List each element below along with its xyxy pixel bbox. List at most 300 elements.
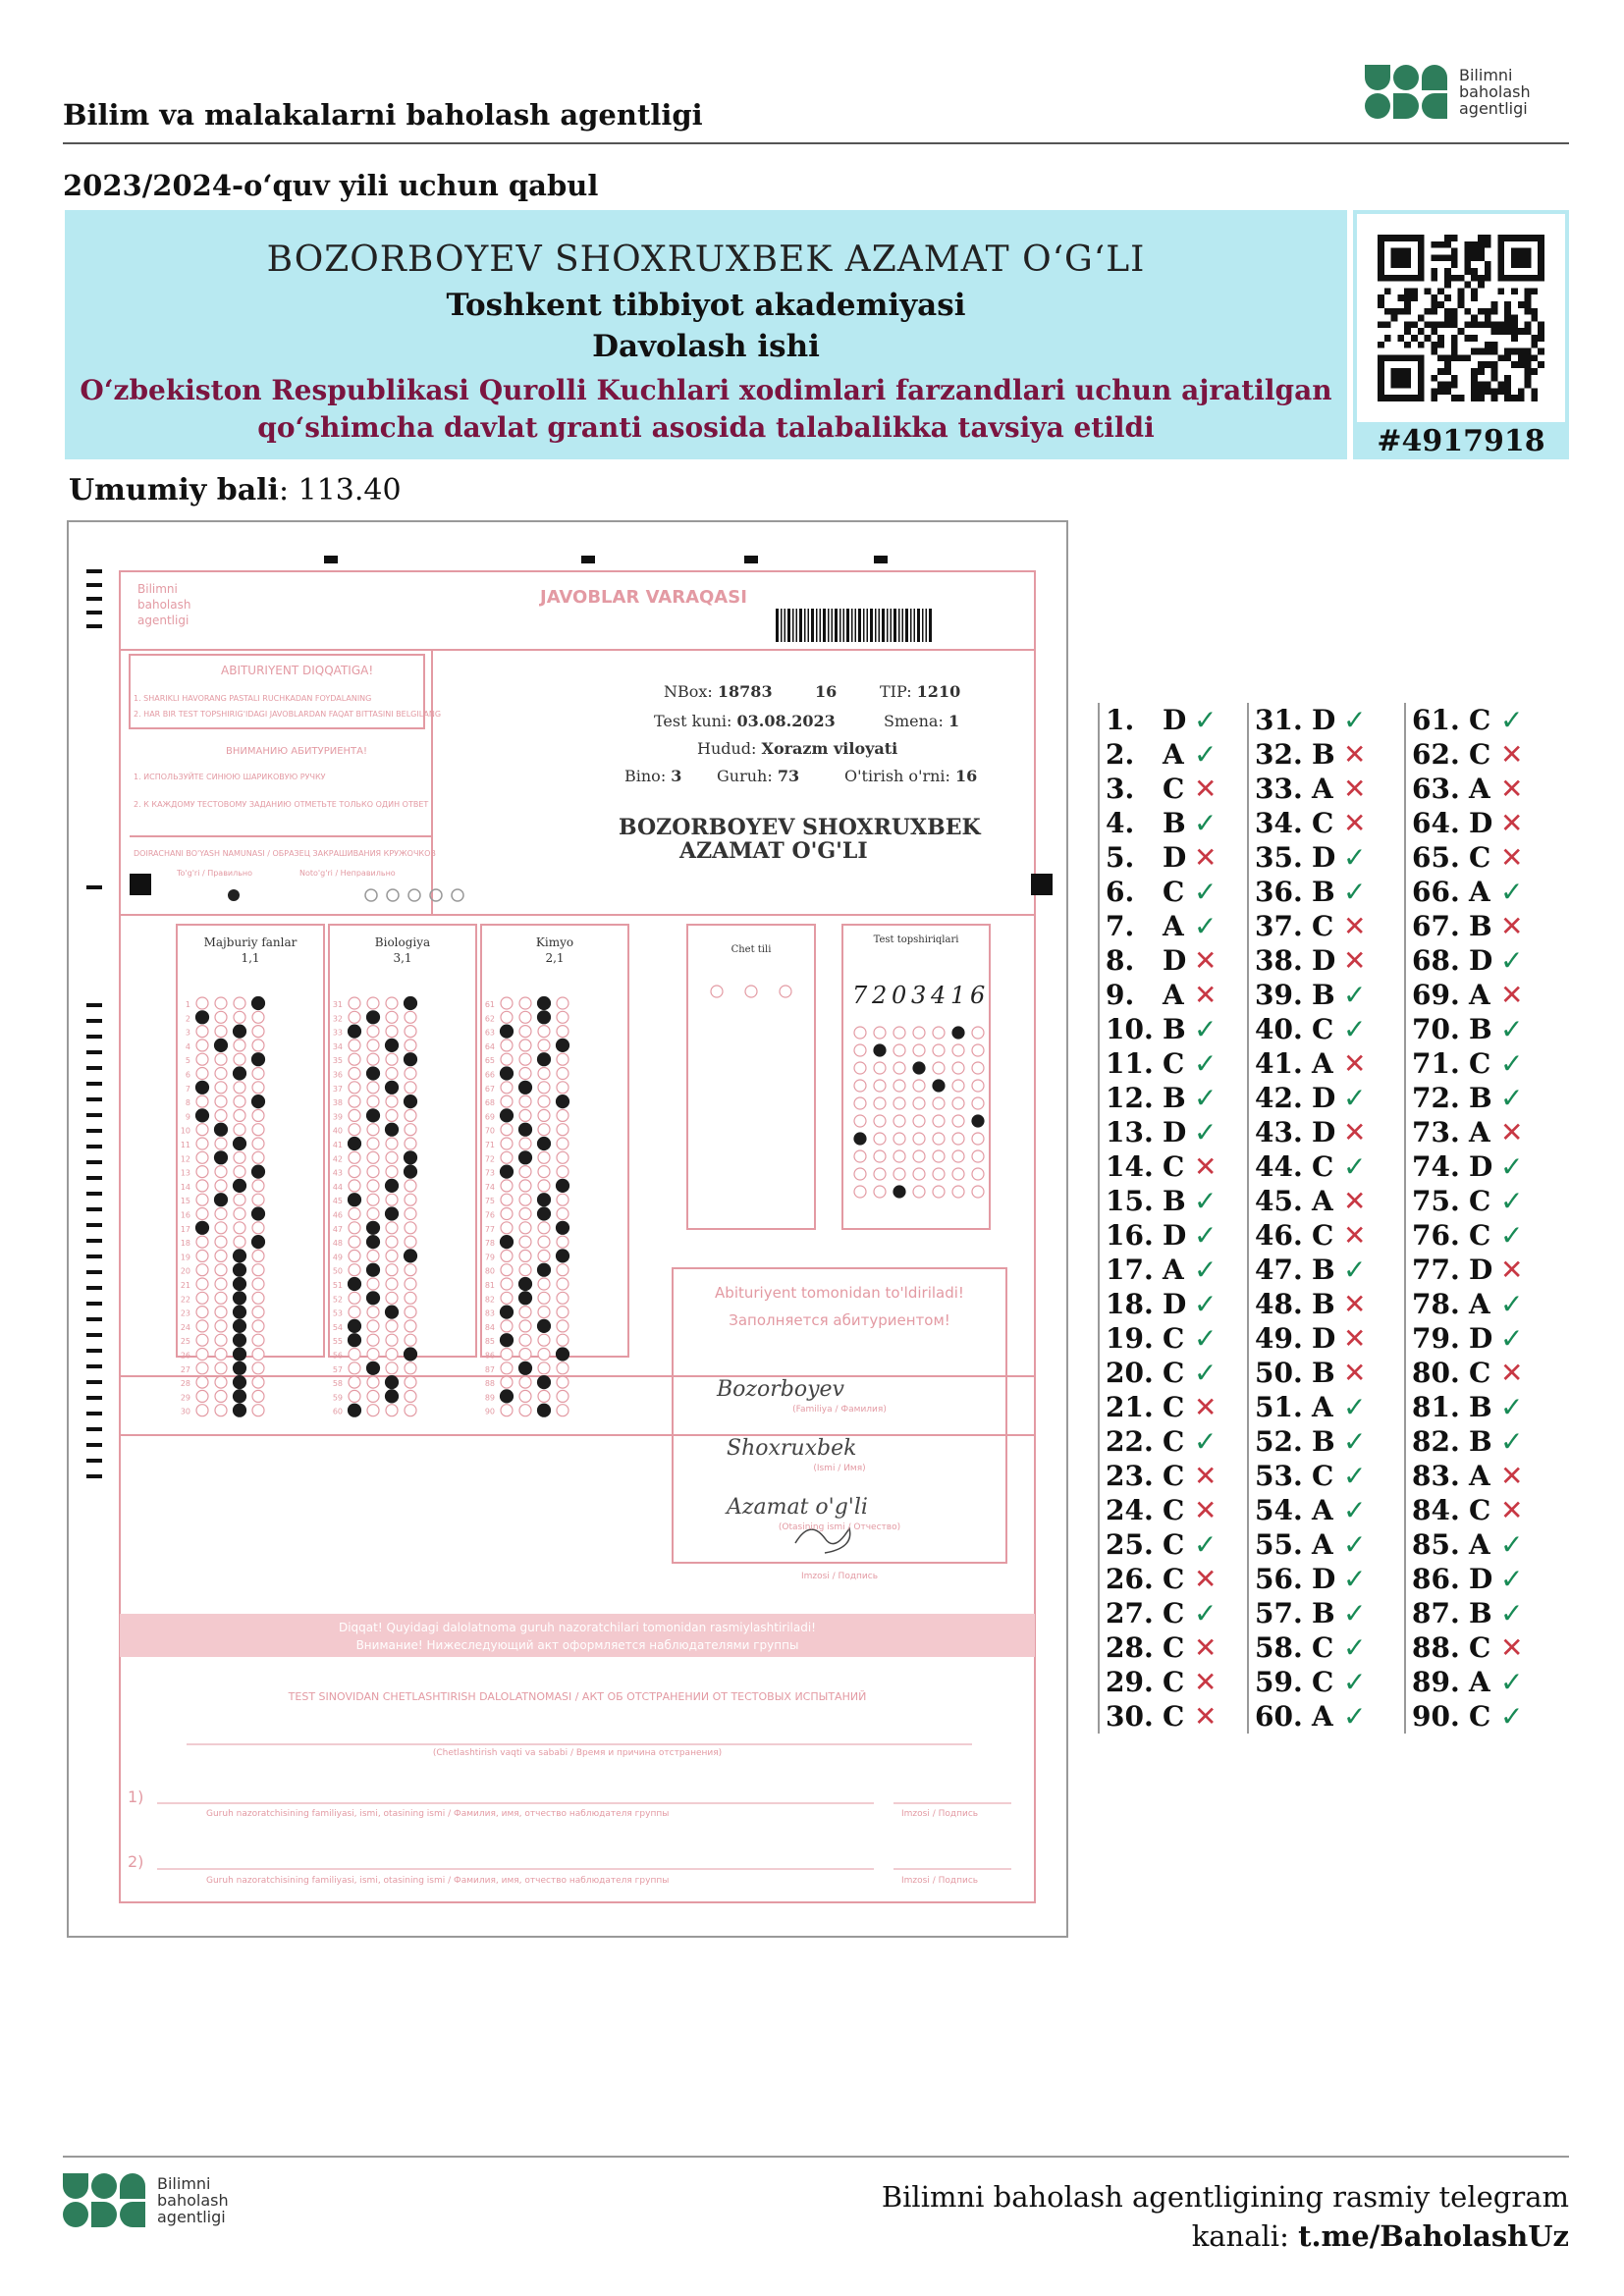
answer-row	[1100, 1424, 1247, 1459]
svg-text:20: 20	[180, 1266, 190, 1276]
answer-row	[1406, 1699, 1553, 1734]
empty-bubble	[519, 1180, 531, 1192]
filled-bubble	[234, 1390, 246, 1403]
filled-bubble	[234, 1306, 246, 1318]
recommendation-line-2: qo‘shimcha davlat granti asosida talabalikka tavsiya etildi	[257, 411, 1155, 444]
empty-bubble	[367, 1320, 379, 1332]
question-number: 40.	[1255, 1013, 1303, 1045]
empty-bubble	[538, 1068, 550, 1080]
question-number: 5.	[1106, 841, 1135, 874]
svg-text:66: 66	[484, 1070, 495, 1080]
check-icon: ✓	[1500, 944, 1524, 977]
empty-bubble	[893, 1150, 905, 1162]
answer-row	[1249, 1390, 1396, 1424]
cross-icon: ✕	[1343, 773, 1367, 805]
check-icon: ✓	[1500, 1150, 1524, 1183]
qr-code-icon[interactable]	[1378, 235, 1544, 401]
chosen-answer: A	[1163, 1254, 1184, 1286]
filled-bubble	[538, 1053, 551, 1066]
empty-bubble	[386, 1138, 398, 1149]
empty-bubble	[386, 1026, 398, 1038]
answer-row	[1249, 875, 1396, 909]
filled-bubble	[196, 1081, 209, 1094]
footer-line-2: kanali: t.me/BaholashUz	[1191, 2219, 1569, 2253]
cross-icon: ✕	[1194, 979, 1218, 1011]
question-number: 23.	[1106, 1460, 1154, 1492]
chosen-answer: C	[1469, 1700, 1491, 1733]
answer-row	[1249, 1253, 1396, 1287]
check-icon: ✓	[1194, 1082, 1218, 1114]
chosen-answer: A	[1469, 876, 1490, 908]
empty-bubble	[367, 997, 379, 1009]
empty-bubble	[349, 1362, 360, 1374]
empty-bubble	[196, 1053, 208, 1065]
empty-bubble	[405, 1109, 416, 1121]
svg-text:89: 89	[484, 1393, 495, 1403]
empty-bubble	[519, 1166, 531, 1178]
empty-bubble	[557, 1011, 568, 1023]
check-icon: ✓	[1194, 1013, 1218, 1045]
empty-bubble	[349, 1307, 360, 1318]
question-number: 59.	[1255, 1666, 1303, 1698]
empty-bubble	[367, 1278, 379, 1290]
empty-bubble	[519, 1264, 531, 1276]
question-number: 35.	[1255, 841, 1303, 874]
empty-bubble	[252, 1138, 264, 1149]
empty-bubble	[349, 997, 360, 1009]
svg-text:17: 17	[180, 1224, 190, 1234]
question-number: 47.	[1255, 1254, 1303, 1286]
empty-bubble	[557, 1376, 568, 1388]
check-icon: ✓	[1500, 1391, 1524, 1423]
answer-row	[1249, 1149, 1396, 1184]
answer-row	[1406, 1356, 1553, 1390]
question-number: 37.	[1255, 910, 1303, 942]
check-icon: ✓	[1194, 1597, 1218, 1629]
question-number: 29.	[1106, 1666, 1154, 1698]
filled-bubble	[538, 1376, 551, 1389]
logo-text: Bilimni baholash agentligi	[157, 2174, 229, 2226]
filled-bubble	[349, 1334, 361, 1347]
svg-text:10: 10	[180, 1126, 190, 1136]
empty-bubble	[367, 1138, 379, 1149]
filled-bubble	[557, 1221, 569, 1234]
filled-bubble	[538, 1404, 551, 1416]
question-number: 60.	[1255, 1700, 1303, 1733]
empty-bubble	[501, 1180, 513, 1192]
filled-bubble	[367, 1236, 380, 1249]
empty-bubble	[972, 1168, 984, 1180]
empty-bubble	[933, 1133, 945, 1145]
university-name: Toshkent tibbiyot akademiyasi	[446, 288, 966, 323]
empty-bubble	[557, 1026, 568, 1038]
tip-value: 1210	[916, 682, 961, 701]
chosen-answer: B	[1469, 1391, 1492, 1423]
shift-label: Smena:	[884, 712, 944, 730]
empty-bubble	[349, 1208, 360, 1220]
answer-row	[1406, 1424, 1553, 1459]
svg-text:3: 3	[185, 1028, 190, 1038]
answer-row	[1100, 1149, 1247, 1184]
empty-bubble	[519, 1250, 531, 1261]
empty-bubble	[519, 1068, 531, 1080]
filled-bubble	[405, 997, 417, 1010]
svg-text:43: 43	[332, 1168, 343, 1178]
nbox-value: 18783	[717, 682, 773, 701]
check-icon: ✓	[1500, 1700, 1524, 1733]
empty-bubble	[405, 1292, 416, 1304]
question-number: 14.	[1106, 1150, 1154, 1183]
chosen-answer: A	[1469, 1666, 1490, 1698]
chosen-answer: C	[1163, 1357, 1185, 1389]
svg-text:82: 82	[484, 1295, 495, 1305]
answer-column	[1247, 703, 1396, 1734]
answer-row	[1406, 1012, 1553, 1046]
filled-bubble	[196, 1011, 209, 1024]
chosen-answer: A	[1312, 1185, 1333, 1217]
check-icon: ✓	[1500, 1288, 1524, 1320]
empty-bubble	[196, 1040, 208, 1051]
qr-frame	[1357, 214, 1565, 422]
empty-bubble	[215, 1082, 227, 1094]
check-icon: ✓	[1343, 1013, 1367, 1045]
empty-bubble	[557, 1124, 568, 1136]
svg-text:71: 71	[484, 1141, 495, 1149]
empty-bubble	[501, 1124, 513, 1136]
empty-bubble	[367, 1026, 379, 1038]
booklet-title: Test topshiriqlari	[873, 934, 959, 945]
svg-text:68: 68	[484, 1098, 495, 1108]
filled-bubble	[349, 1194, 361, 1206]
check-icon: ✓	[1500, 1082, 1524, 1114]
chosen-answer: A	[1312, 1700, 1333, 1733]
question-number: 31.	[1255, 704, 1303, 736]
chosen-answer: D	[1312, 1082, 1336, 1114]
question-number: 89.	[1412, 1666, 1460, 1698]
cross-icon: ✕	[1343, 1357, 1367, 1389]
answer-row	[1249, 703, 1396, 737]
cross-icon: ✕	[1194, 773, 1218, 805]
empty-bubble	[952, 1186, 964, 1198]
svg-text:41: 41	[332, 1141, 343, 1149]
filled-bubble	[405, 1151, 417, 1164]
empty-bubble	[405, 1082, 416, 1094]
check-icon: ✓	[1500, 1666, 1524, 1698]
empty-bubble	[234, 1222, 245, 1234]
empty-bubble	[405, 1011, 416, 1023]
sheet-logo-text: agentligi	[137, 614, 189, 627]
agency-logo-footer	[63, 2173, 229, 2227]
cross-icon: ✕	[1343, 738, 1367, 771]
chosen-answer: C	[1163, 1150, 1185, 1183]
chosen-answer: A	[1312, 773, 1333, 805]
answer-row	[1249, 1115, 1396, 1149]
check-icon: ✓	[1500, 1425, 1524, 1458]
answer-row	[1100, 806, 1247, 840]
empty-bubble	[933, 1168, 945, 1180]
question-number: 75.	[1412, 1185, 1460, 1217]
chosen-answer: C	[1312, 1150, 1334, 1183]
chosen-answer: B	[1469, 910, 1492, 942]
question-number: 16.	[1106, 1219, 1154, 1252]
filled-bubble	[367, 1221, 380, 1234]
empty-bubble	[501, 1095, 513, 1107]
filled-bubble	[519, 1151, 532, 1164]
empty-bubble	[972, 1097, 984, 1109]
question-number: 62.	[1412, 738, 1460, 771]
question-number: 79.	[1412, 1322, 1460, 1355]
answer-row	[1249, 1527, 1396, 1562]
question-number: 71.	[1412, 1047, 1460, 1080]
answer-row	[1100, 1390, 1247, 1424]
svg-text:36: 36	[332, 1070, 343, 1080]
empty-bubble	[874, 1062, 886, 1074]
filled-bubble	[234, 1138, 246, 1150]
svg-text:72: 72	[484, 1154, 495, 1164]
filled-bubble	[538, 1194, 551, 1206]
answer-sheet-scan	[67, 520, 1068, 1938]
cross-icon: ✕	[1194, 1391, 1218, 1423]
empty-bubble	[519, 1109, 531, 1121]
empty-bubble	[933, 1115, 945, 1127]
empty-bubble	[519, 1040, 531, 1051]
empty-bubble	[215, 1264, 227, 1276]
question-number: 84.	[1412, 1494, 1460, 1526]
empty-bubble	[215, 1250, 227, 1261]
telegram-link[interactable]: t.me/BaholashUz	[1298, 2219, 1569, 2253]
empty-bubble	[538, 1124, 550, 1136]
empty-bubble	[913, 1080, 925, 1092]
empty-bubble	[349, 1236, 360, 1248]
answer-row	[1100, 840, 1247, 875]
question-number: 69.	[1412, 979, 1460, 1011]
empty-bubble	[252, 1180, 264, 1192]
check-icon: ✓	[1194, 1528, 1218, 1561]
empty-bubble	[215, 1349, 227, 1361]
empty-bubble	[386, 1053, 398, 1065]
empty-bubble	[501, 1376, 513, 1388]
empty-bubble	[234, 1208, 245, 1220]
empty-bubble	[386, 1222, 398, 1234]
empty-bubble	[501, 1362, 513, 1374]
footer-divider	[63, 2156, 1569, 2158]
question-number: 76.	[1412, 1219, 1460, 1252]
signature-caption: Imzosi / Подпись	[800, 1572, 879, 1581]
answer-row	[1406, 772, 1553, 806]
empty-bubble	[196, 1124, 208, 1136]
chosen-answer: C	[1163, 1666, 1185, 1698]
question-number: 83.	[1412, 1460, 1460, 1492]
svg-text:54: 54	[332, 1322, 343, 1332]
check-icon: ✓	[1343, 841, 1367, 874]
answer-row	[1100, 1562, 1247, 1596]
svg-text:70: 70	[484, 1126, 495, 1136]
chosen-answer: B	[1312, 979, 1335, 1011]
sample-correct-label: To'g'ri / Правильно	[177, 869, 253, 878]
empty-bubble	[913, 1097, 925, 1109]
empty-bubble	[234, 1236, 245, 1248]
building-label: Bino:	[624, 767, 667, 785]
check-icon: ✓	[1343, 1597, 1367, 1629]
chosen-answer: C	[1312, 1219, 1334, 1252]
question-number: 41.	[1255, 1047, 1303, 1080]
chosen-answer: A	[1163, 979, 1184, 1011]
filled-bubble	[367, 1011, 380, 1024]
empty-bubble	[386, 1264, 398, 1276]
answer-row	[1406, 875, 1553, 909]
filled-bubble	[252, 997, 265, 1010]
answer-row	[1406, 1596, 1553, 1630]
question-number: 65.	[1412, 841, 1460, 874]
chosen-answer: D	[1163, 944, 1187, 977]
check-icon: ✓	[1343, 876, 1367, 908]
filled-bubble	[252, 1165, 265, 1178]
question-number: 64.	[1412, 807, 1460, 839]
empty-bubble	[405, 1124, 416, 1136]
empty-bubble	[519, 1334, 531, 1346]
svg-text:2: 2	[185, 1014, 190, 1024]
answer-row	[1249, 1356, 1396, 1390]
result-banner	[65, 210, 1347, 459]
check-icon: ✓	[1194, 1288, 1218, 1320]
cross-icon: ✕	[1343, 944, 1367, 977]
chosen-answer: A	[1312, 1047, 1333, 1080]
empty-bubble	[519, 1349, 531, 1361]
cross-icon: ✕	[1343, 1185, 1367, 1217]
empty-bubble	[196, 1180, 208, 1192]
question-number: 26.	[1106, 1563, 1154, 1595]
empty-bubble	[252, 1349, 264, 1361]
svg-text:19: 19	[180, 1253, 190, 1262]
empty-bubble	[367, 1082, 379, 1094]
answer-row	[1100, 1081, 1247, 1115]
answer-row	[1249, 840, 1396, 875]
svg-text:86: 86	[484, 1351, 495, 1361]
empty-bubble	[405, 1334, 416, 1346]
empty-bubble	[196, 1068, 208, 1080]
empty-bubble	[349, 1011, 360, 1023]
empty-bubble	[405, 1138, 416, 1149]
chosen-answer: A	[1469, 979, 1490, 1011]
check-icon: ✓	[1194, 1185, 1218, 1217]
filled-bubble	[215, 1039, 228, 1051]
cross-icon: ✕	[1500, 738, 1524, 771]
empty-bubble	[501, 1208, 513, 1220]
svg-text:8: 8	[185, 1098, 190, 1108]
filled-bubble	[405, 1165, 417, 1178]
check-icon: ✓	[1500, 876, 1524, 908]
chosen-answer: B	[1469, 1425, 1492, 1458]
question-number: 19.	[1106, 1322, 1154, 1355]
chosen-answer: B	[1163, 807, 1186, 839]
cross-icon: ✕	[1194, 841, 1218, 874]
empty-bubble	[234, 1194, 245, 1205]
empty-bubble	[215, 1068, 227, 1080]
chosen-answer: C	[1163, 1322, 1185, 1355]
cross-icon: ✕	[1194, 1666, 1218, 1698]
sample-title: DOIRACHANI BO'YASH NAMUNASI / ОБРАЗЕЦ ЗАКРАШИВАНИЯ КРУЖОЧКОВ	[134, 849, 436, 858]
empty-bubble	[893, 1168, 905, 1180]
svg-text:28: 28	[180, 1379, 190, 1389]
answer-row	[1249, 1424, 1396, 1459]
empty-bubble	[972, 1150, 984, 1162]
svg-text:50: 50	[332, 1266, 343, 1276]
empty-bubble	[405, 1405, 416, 1416]
empty-bubble	[913, 1150, 925, 1162]
cross-icon: ✕	[1500, 1460, 1524, 1492]
empty-bubble	[234, 1040, 245, 1051]
question-number: 11.	[1106, 1047, 1154, 1080]
filled-bubble	[519, 1362, 532, 1374]
question-number: 17.	[1106, 1254, 1154, 1286]
filled-bubble	[538, 1011, 551, 1024]
svg-text:80: 80	[484, 1266, 495, 1276]
chosen-answer: C	[1312, 1460, 1334, 1492]
supervisor-caption: Guruh nazoratchisining familiyasi, ismi, otasining ismi / Фамилия, имя, отчество наблюдателя группы	[206, 1809, 670, 1819]
svg-text:34: 34	[332, 1041, 343, 1051]
chosen-answer: C	[1469, 1185, 1491, 1217]
empty-bubble	[349, 1053, 360, 1065]
question-number: 86.	[1412, 1563, 1460, 1595]
question-number: 3.	[1106, 773, 1135, 805]
answer-row	[1100, 875, 1247, 909]
filled-bubble	[234, 1025, 246, 1038]
answer-column	[1098, 703, 1247, 1734]
check-icon: ✓	[1500, 1322, 1524, 1355]
answer-row	[1249, 1046, 1396, 1081]
empty-bubble	[252, 1068, 264, 1080]
empty-bubble	[952, 1062, 964, 1074]
chosen-answer: A	[1163, 738, 1184, 771]
answer-row	[1249, 806, 1396, 840]
empty-bubble	[538, 1082, 550, 1094]
question-number: 1.	[1106, 704, 1135, 736]
answer-row	[1100, 1356, 1247, 1390]
empty-bubble	[234, 1124, 245, 1136]
question-number: 50.	[1255, 1357, 1303, 1389]
cross-icon: ✕	[1194, 1494, 1218, 1526]
empty-bubble	[893, 1097, 905, 1109]
empty-bubble	[952, 1150, 964, 1162]
filled-bubble	[367, 1109, 380, 1122]
svg-text:42: 42	[332, 1154, 343, 1164]
subject-name: Biologiya	[374, 935, 431, 949]
chosen-answer: B	[1312, 1288, 1335, 1320]
empty-bubble	[215, 1334, 227, 1346]
agency-logo	[1365, 65, 1531, 119]
empty-bubble	[234, 997, 245, 1009]
check-icon: ✓	[1500, 1185, 1524, 1217]
question-number: 13.	[1106, 1116, 1154, 1148]
svg-text:29: 29	[180, 1393, 190, 1403]
check-icon: ✓	[1194, 1425, 1218, 1458]
chosen-answer: C	[1163, 1460, 1185, 1492]
attention-title: ABITURIYENT DIQQATIGA!	[221, 664, 374, 677]
svg-text:77: 77	[484, 1224, 495, 1234]
empty-bubble	[367, 1124, 379, 1136]
cross-icon: ✕	[1500, 1254, 1524, 1286]
empty-bubble	[215, 1053, 227, 1065]
empty-bubble	[952, 1168, 964, 1180]
empty-bubble	[854, 1080, 866, 1092]
question-number: 82.	[1412, 1425, 1460, 1458]
filled-bubble	[538, 1319, 551, 1332]
svg-text:40: 40	[332, 1126, 343, 1136]
filled-bubble	[972, 1115, 984, 1127]
subject-name: Kimyo	[535, 935, 574, 949]
filled-bubble	[234, 1292, 246, 1305]
empty-bubble	[874, 1150, 886, 1162]
